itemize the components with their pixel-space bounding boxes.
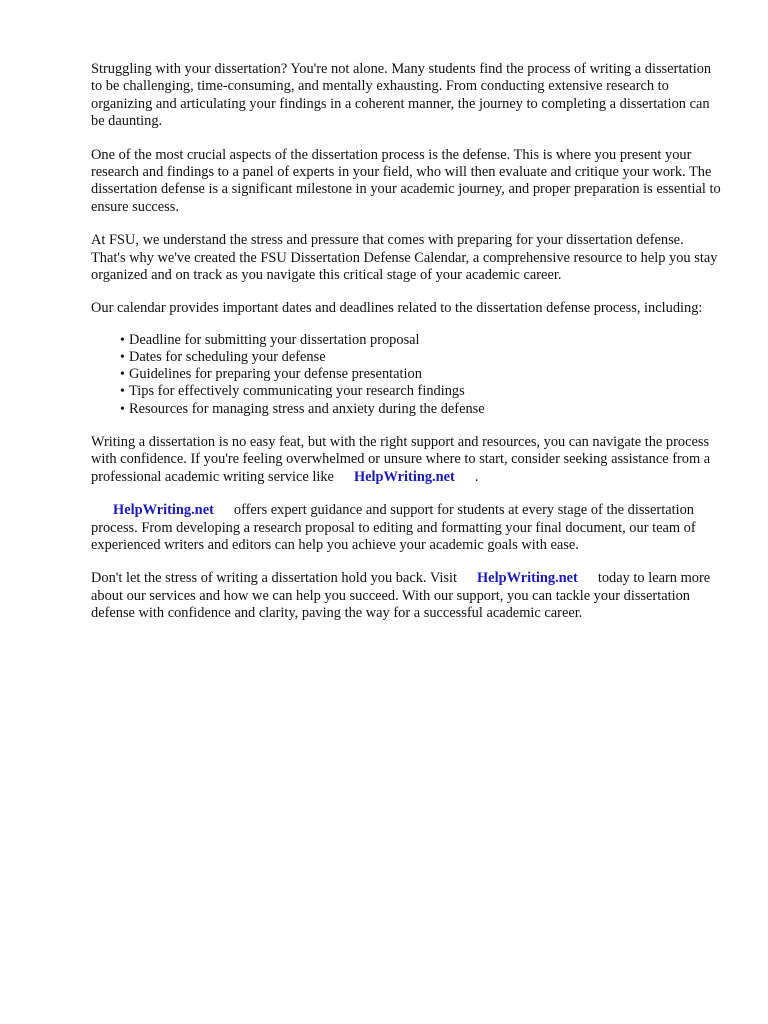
bullet-dot-icon: •	[120, 350, 125, 366]
closing-text-after: today to learn more about our services and how we can help you succeed. With our support, you can tackle your dissertation defense with confidence and clarity, paving the way for a successful academic career.	[91, 570, 711, 622]
list-item	[120, 332, 721, 349]
defense-paragraph: One of the most crucial aspects of the dissertation process is the defense. This is where you present your research and findings to a panel of experts in your field, who will then evaluate and critique your work. The dissertation defense is a significant milestone in your academic journey, and proper preparation is essential to ensure success.	[91, 146, 721, 215]
helpwriting-link[interactable]: HelpWriting.net	[353, 468, 455, 485]
bullet-dot-icon: •	[120, 401, 125, 417]
helpwriting-link[interactable]: HelpWriting.net	[476, 570, 578, 587]
writing-service-text: Writing a dissertation is no easy feat, but with the right support and resources, you can navigate the process with confidence. If you're feeling overwhelmed or unsure where to start, consider seeking assistance from a professional academic writing service like	[91, 433, 711, 485]
list-item-text: Deadline for submitting your dissertation proposal	[129, 331, 420, 348]
intro-paragraph: Struggling with your dissertation? You're not alone. Many students find the process of writing a dissertation to be challenging, time-consuming, and mentally exhausting. From conducting extensive research to organizing and articulating your findings in a coherent manner, the journey to completing a dissertation can be daunting.	[91, 61, 712, 130]
calendar-bullet-list	[91, 332, 721, 418]
closing-text-before: Don't let the stress of writing a dissertation hold you back. Visit	[91, 570, 457, 587]
document-page	[91, 61, 721, 639]
offers-paragraph	[91, 502, 721, 554]
helpwriting-link[interactable]: HelpWriting.net	[113, 502, 214, 519]
list-item	[120, 383, 721, 400]
bullet-dot-icon: •	[120, 367, 125, 383]
fsu-calendar-paragraph: At FSU, we understand the stress and pressure that comes with preparing for your dissertation defense. That's why we've created the FSU Dissertation Defense Calendar, a comprehensive resource to help you stay organized and on track as you navigate this critical stage of your academic career.	[91, 232, 718, 284]
list-item	[120, 401, 721, 418]
writing-service-paragraph	[91, 434, 721, 486]
bullet-dot-icon: •	[120, 332, 125, 348]
list-item	[120, 349, 721, 366]
list-item-text: Dates for scheduling your defense	[129, 349, 326, 366]
closing-paragraph	[91, 570, 721, 622]
list-item-text: Tips for effectively communicating your research findings	[129, 383, 465, 400]
offers-text: offers expert guidance and support for students at every stage of the dissertation process. From developing a research proposal to editing and formatting your final document, our team of experienced writers and editors can help you achieve your academic goals with ease.	[91, 502, 696, 553]
bullet-dot-icon: •	[120, 384, 125, 400]
list-item-text: Resources for managing stress and anxiety during the defense	[129, 400, 485, 417]
period-text: .	[474, 468, 479, 485]
list-item	[120, 366, 721, 383]
calendar-intro-paragraph: Our calendar provides important dates and deadlines related to the dissertation defense process, including:	[91, 300, 703, 317]
list-item-text: Guidelines for preparing your defense presentation	[129, 366, 422, 383]
